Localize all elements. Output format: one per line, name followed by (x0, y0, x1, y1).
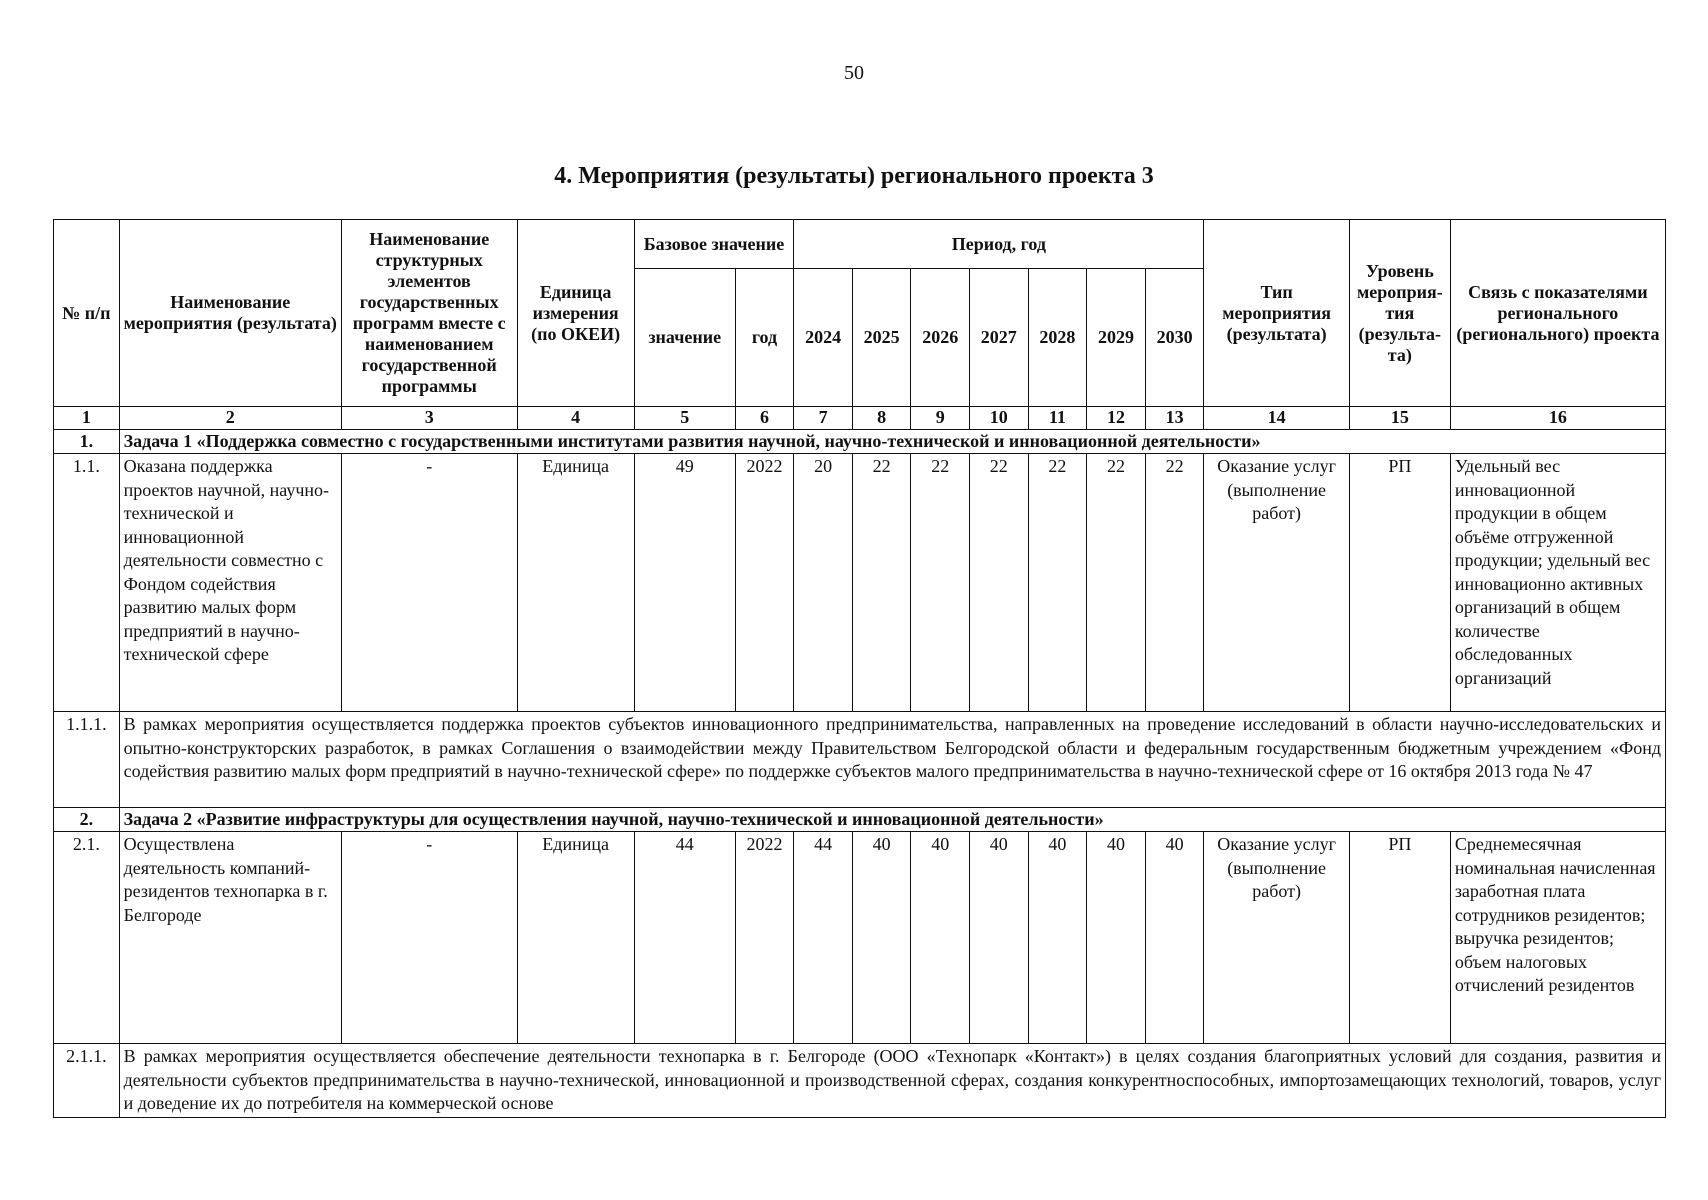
task-title: Задача 2 «Развитие инфраструктуры для осуществления научной, научно-технической и инновационной деятельности» (119, 808, 1665, 832)
header-link: Связь с показателями регионального (регионального) проекта (1450, 220, 1665, 407)
header-struct: Наименование структурных элементов государственных программ вместе с наименованием государственной программы (341, 220, 517, 407)
header-base: Базовое значение (634, 220, 794, 269)
column-number: 4 (517, 407, 634, 430)
header-year: 2028 (1028, 269, 1087, 407)
header-level: Уровень мероприя-тия (результа-та) (1349, 220, 1450, 407)
column-number: 2 (119, 407, 341, 430)
column-number: 12 (1087, 407, 1146, 430)
task-title: Задача 1 «Поддержка совместно с государственными институтами развития научной, научно-технической и инновационной деятельности» (119, 430, 1665, 454)
header-year: 2027 (970, 269, 1029, 407)
item-year-value: 40 (1087, 832, 1146, 1044)
column-number: 3 (341, 407, 517, 430)
item-link: Среднемесячная номинальная начисленная заработная плата сотрудников резидентов; выручка резидентов; объем налоговых отчислений резидентов (1450, 832, 1665, 1044)
item-name: Оказана поддержка проектов научной, научно-технической и инновационной деятельности совместно с Фондом содействия развитию малых форм предприятий в научно-технической сфере (119, 454, 341, 712)
header-year: 2030 (1145, 269, 1204, 407)
page-number: 50 (844, 62, 864, 84)
item-unit: Единица (517, 454, 634, 712)
detail-row (54, 712, 1666, 808)
header-row-1 (54, 220, 1666, 269)
item-year-value: 40 (970, 832, 1029, 1044)
task-row (54, 430, 1666, 454)
header-unit: Единица измерения (по ОКЕИ) (517, 220, 634, 407)
item-year-value: 20 (794, 454, 853, 712)
header-year: 2024 (794, 269, 853, 407)
item-level: РП (1349, 454, 1450, 712)
column-number: 10 (970, 407, 1029, 430)
column-number: 8 (852, 407, 911, 430)
detail-number: 1.1.1. (54, 712, 120, 808)
item-year-value: 40 (852, 832, 911, 1044)
results-table (53, 219, 1666, 1118)
header-period: Период, год (794, 220, 1204, 269)
item-year-value: 40 (1145, 832, 1204, 1044)
header-year: 2026 (911, 269, 970, 407)
task-row (54, 808, 1666, 832)
header-year: 2029 (1087, 269, 1146, 407)
column-number: 13 (1145, 407, 1204, 430)
column-number: 6 (735, 407, 794, 430)
column-number: 9 (911, 407, 970, 430)
item-year-value: 40 (911, 832, 970, 1044)
item-number: 1.1. (54, 454, 120, 712)
item-struct: - (341, 832, 517, 1044)
item-row (54, 454, 1666, 712)
item-struct: - (341, 454, 517, 712)
header-year: 2025 (852, 269, 911, 407)
item-year-value: 40 (1028, 832, 1087, 1044)
column-number-row (54, 407, 1666, 430)
item-type: Оказание услуг (выполнение работ) (1204, 454, 1349, 712)
column-number: 11 (1028, 407, 1087, 430)
item-year-value: 22 (1028, 454, 1087, 712)
item-name: Осуществлена деятельность компаний-резидентов технопарка в г. Белгороде (119, 832, 341, 1044)
header-base-value: значение (634, 269, 735, 407)
header-type: Тип мероприятия (результата) (1204, 220, 1349, 407)
header-name: Наименование мероприятия (результата) (119, 220, 341, 407)
header-base-year: год (735, 269, 794, 407)
task-number: 2. (54, 808, 120, 832)
column-number: 15 (1349, 407, 1450, 430)
item-year-value: 22 (852, 454, 911, 712)
item-base-year: 2022 (735, 832, 794, 1044)
item-base-value: 49 (634, 454, 735, 712)
header-num: № п/п (54, 220, 120, 407)
detail-text: В рамках мероприятия осуществляется обеспечение деятельности технопарка в г. Белгороде (ООО «Технопарк «Контакт») в целях создания благоприятных условий для создания, развития и деятельности субъектов предпринимательства в научно-технической, инновационной и производственной сферах, создания конкурентноспособных, импортозамещающих технологий, товаров, услуг и доведение их до потребителя на коммерческой основе (119, 1044, 1665, 1118)
item-year-value: 44 (794, 832, 853, 1044)
item-year-value: 22 (1145, 454, 1204, 712)
item-base-year: 2022 (735, 454, 794, 712)
column-number: 16 (1450, 407, 1665, 430)
item-type: Оказание услуг (выполнение работ) (1204, 832, 1349, 1044)
column-number: 14 (1204, 407, 1349, 430)
column-number: 5 (634, 407, 735, 430)
results-table-container (53, 219, 1666, 1118)
column-number: 1 (54, 407, 120, 430)
item-level: РП (1349, 832, 1450, 1044)
task-number: 1. (54, 430, 120, 454)
item-link: Удельный вес инновационной продукции в общем объёме отгруженной продукции; удельный вес инновационно активных организаций в общем количестве обследованных организаций (1450, 454, 1665, 712)
item-year-value: 22 (970, 454, 1029, 712)
page-title: 4. Мероприятия (результаты) регионального проекта 3 (554, 163, 1154, 189)
detail-text: В рамках мероприятия осуществляется поддержка проектов субъектов инновационного предпринимательства, направленных на проведение исследований в области научно-исследовательских и опытно-конструкторских разработок, в рамках Соглашения о взаимодействии между Правительством Белгородской области и федеральным государственным бюджетным учреждением «Фонд содействия развитию малых форм предприятий в научно-технической сфере» по поддержке субъектов малого предпринимательства в научно-технической сфере от 16 октября 2013 года № 47 (119, 712, 1665, 808)
item-year-value: 22 (1087, 454, 1146, 712)
detail-row (54, 1044, 1666, 1118)
column-number: 7 (794, 407, 853, 430)
item-row (54, 832, 1666, 1044)
item-unit: Единица (517, 832, 634, 1044)
item-number: 2.1. (54, 832, 120, 1044)
item-base-value: 44 (634, 832, 735, 1044)
detail-number: 2.1.1. (54, 1044, 120, 1118)
item-year-value: 22 (911, 454, 970, 712)
